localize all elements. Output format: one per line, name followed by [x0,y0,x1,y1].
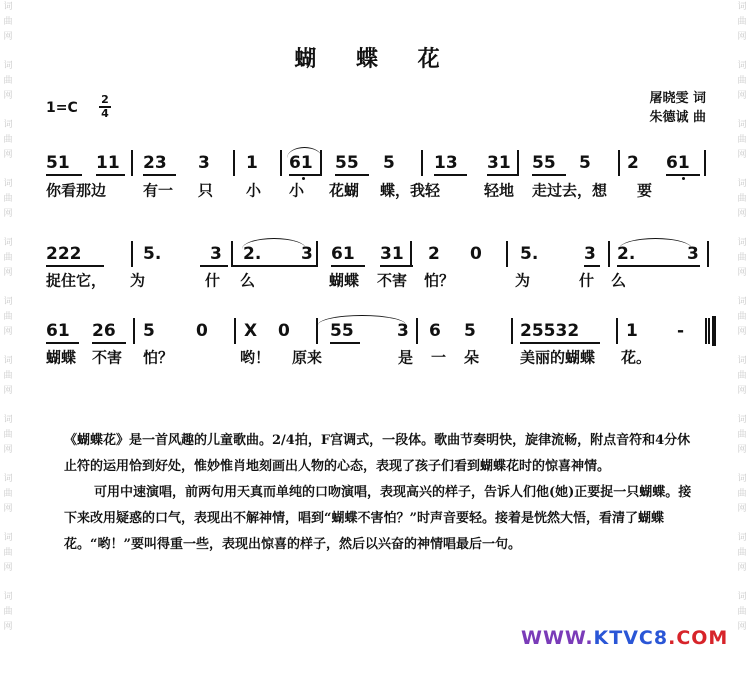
song-description [64,428,692,558]
note-group: 5. [520,244,539,264]
watermark-group [735,413,749,458]
beam-underline [231,265,316,267]
watermark-char: 词 [3,415,13,425]
note-group: 5 [143,321,155,341]
side-watermark-right [735,0,749,677]
bar-line [517,150,519,176]
watermark-char: 曲 [3,194,13,204]
final-barline [708,318,710,344]
lyric-word: 有一 [143,181,174,200]
watermark-char: 网 [3,504,13,514]
note-group: 26 [92,321,116,341]
watermark-char: 曲 [737,548,747,558]
note-group: 5 [383,153,395,173]
watermark-char: 曲 [737,135,747,145]
note-group: 3 [210,244,222,264]
watermark-group [1,354,15,399]
watermark-char: 网 [737,504,747,514]
watermark-char: 网 [737,150,747,160]
logo-tld: .COM [668,627,729,649]
bar-line [131,150,133,176]
slur-arc [242,238,306,249]
beam-underline [289,174,322,176]
lyric-word: 小 [289,181,305,200]
bar-line [616,318,618,344]
watermark-char: 词 [737,238,747,248]
time-signature-top: 2 [99,94,111,108]
bar-line [511,318,513,344]
note-group: 2. [617,244,636,264]
note-group: 2 [428,244,440,264]
watermark-char: 曲 [737,489,747,499]
watermark-char: 词 [737,297,747,307]
lyric-word: 美丽的蝴蝶 [520,348,596,367]
note-group: 11 [96,153,120,173]
bar-line [705,318,707,344]
note-group: 61 [289,153,313,173]
watermark-char: 网 [737,563,747,573]
note-group: 61 [666,153,690,173]
watermark-char: 网 [737,445,747,455]
credits [649,89,706,127]
watermark-char: 曲 [3,312,13,322]
lyric-word: 哟！ [240,348,271,367]
watermark-char: 曲 [737,607,747,617]
note-group: 5 [464,321,476,341]
bar-line [608,241,610,267]
watermark-char: 曲 [3,253,13,263]
site-logo [521,627,728,649]
watermark-char: 词 [737,415,747,425]
beam-underline [143,174,176,176]
note-group: 61 [46,321,70,341]
watermark-group [735,0,749,45]
watermark-char: 曲 [3,607,13,617]
watermark-group [735,531,749,576]
lyric-word: 怕？ [143,348,174,367]
bar-line [234,318,236,344]
lyric-word: 不害 [92,348,123,367]
watermark-group [1,413,15,458]
lyric-word: 捉住它， [46,271,107,290]
beam-underline [96,174,125,176]
watermark-char: 网 [3,268,13,278]
watermark-char: 词 [737,533,747,543]
note-group: 2 [627,153,639,173]
watermark-group [735,590,749,635]
bar-line [506,241,508,267]
watermark-group [1,295,15,340]
watermark-char: 曲 [3,17,13,27]
lyric-word: 蝶，我轻 [380,181,441,200]
watermark-char: 网 [3,622,13,632]
watermark-char: 网 [737,209,747,219]
bar-line [410,241,412,267]
beam-underline [617,265,700,267]
watermark-char: 词 [737,356,747,366]
watermark-char: 网 [737,268,747,278]
beam-underline [330,342,360,344]
logo-www: WWW. [521,627,594,649]
beam-underline [335,174,369,176]
note-group: 2. [243,244,262,264]
key-signature: 1=C [46,100,78,116]
beam-underline [46,265,104,267]
slur-arc [287,147,322,158]
note-group: 222 [46,244,82,264]
lyric-word: 蝴蝶 [329,271,360,290]
watermark-group [1,118,15,163]
note-group: - [677,321,685,341]
lyric-word: 什 [579,271,595,290]
bar-line [133,318,135,344]
bar-line [316,241,318,267]
watermark-group [735,118,749,163]
time-signature [99,94,111,120]
watermark-char: 曲 [3,76,13,86]
lyric-word: 什 [205,271,221,290]
note-group: 5 [579,153,591,173]
note-group: 3 [301,244,313,264]
watermark-char: 曲 [737,17,747,27]
watermark-char: 曲 [737,76,747,86]
bar-line [416,318,418,344]
watermark-char: 词 [3,61,13,71]
lyric-word: 原来 [292,348,323,367]
watermark-char: 词 [737,474,747,484]
watermark-char: 网 [3,386,13,396]
note-group: 0 [196,321,208,341]
watermark-char: 网 [3,327,13,337]
watermark-char: 词 [3,356,13,366]
watermark-char: 网 [737,32,747,42]
note-group: 31 [487,153,511,173]
lyric-word: 蝴蝶 [46,348,77,367]
note-group: 1 [626,321,638,341]
watermark-group [1,0,15,45]
note-group: 31 [380,244,404,264]
beam-underline [434,174,467,176]
watermark-char: 网 [3,563,13,573]
side-watermark-left [1,0,15,677]
watermark-char: 网 [3,32,13,42]
watermark-char: 曲 [3,371,13,381]
watermark-group [735,354,749,399]
note-group: 55 [335,153,359,173]
watermark-char: 词 [737,61,747,71]
bar-line [233,150,235,176]
watermark-char: 词 [3,297,13,307]
bar-line [316,318,318,344]
watermark-char: 网 [3,150,13,160]
bar-line [280,150,282,176]
watermark-char: 曲 [737,194,747,204]
watermark-char: 网 [737,327,747,337]
lyric-word: 为 [130,271,146,290]
note-group: 1 [246,153,258,173]
time-signature-bottom: 4 [101,107,109,120]
lyric-word: 为 [515,271,531,290]
description-paragraph-1: 《蝴蝶花》是一首风趣的儿童歌曲。2/4拍，F宫调式，一段体。歌曲节奏明快，旋律流畅，附点音符和4分休止符的运用恰到好处，惟妙惟肖地刻画出人物的心态，表现了孩子们看到蝴蝶花时的惊喜神情。 [64,433,691,474]
lyric-word: 只 [198,181,214,200]
watermark-char: 词 [737,592,747,602]
composer-credit: 朱德诚 曲 [649,110,706,125]
lyric-word: 么 [611,271,627,290]
beam-underline [200,265,228,267]
watermark-char: 词 [737,120,747,130]
bar-line [131,241,133,267]
watermark-char: 词 [3,179,13,189]
watermark-char: 网 [3,445,13,455]
lyric-word: 朵 [464,348,480,367]
lyric-word: 一 [431,348,447,367]
watermark-char: 曲 [3,489,13,499]
watermark-char: 词 [3,474,13,484]
beam-underline [46,342,79,344]
watermark-char: 词 [737,2,747,12]
note-group: 5. [143,244,162,264]
watermark-char: 词 [3,120,13,130]
watermark-char: 曲 [3,430,13,440]
watermark-char: 曲 [737,430,747,440]
beam-underline [331,265,365,267]
lyric-word: 花蝴 [329,181,360,200]
beam-underline [520,342,600,344]
beam-underline [666,174,700,176]
note-group: 25532 [520,321,580,341]
note-group: 3 [198,153,210,173]
watermark-group [1,177,15,222]
note-group: 3 [584,244,596,264]
beam-underline [92,342,126,344]
watermark-char: 网 [3,91,13,101]
watermark-char: 词 [3,238,13,248]
note-group: 6 [429,321,441,341]
lyric-word: 么 [240,271,256,290]
watermark-group [1,590,15,635]
watermark-char: 词 [3,533,13,543]
watermark-char: 词 [3,592,13,602]
watermark-group [735,295,749,340]
octave-dot [302,177,305,180]
note-group: 3 [687,244,699,264]
note-group: 55 [532,153,556,173]
note-group: 3 [397,321,409,341]
watermark-group [735,236,749,281]
watermark-char: 网 [737,622,747,632]
lyric-word: 走过去，想 [532,181,608,200]
beam-underline [487,174,519,176]
slur-arc [318,315,406,325]
bar-line [231,241,233,267]
watermark-group [1,236,15,281]
watermark-char: 曲 [737,312,747,322]
lyric-word: 你看那边 [46,181,107,200]
lyric-word: 花。 [621,348,652,367]
lyric-word: 要 [637,181,653,200]
watermark-group [1,531,15,576]
watermark-char: 词 [737,179,747,189]
slur-arc [619,238,692,249]
logo-brand: KTVC8 [593,627,669,649]
octave-dot [682,177,685,180]
watermark-group [735,177,749,222]
song-title: 蝴 蝶 花 [294,47,456,72]
lyricist-credit: 屠晓雯 词 [649,91,706,106]
note-group: 0 [470,244,482,264]
watermark-char: 曲 [737,371,747,381]
watermark-char: 词 [3,2,13,12]
note-group: 55 [330,321,354,341]
note-group: 0 [278,321,290,341]
note-group: 23 [143,153,167,173]
bar-line [707,241,709,267]
description-paragraph-2: 可用中速演唱，前两句用天真而单纯的口吻演唱，表现高兴的样子，告诉人们他(她)正要捉一只蝴蝶。接下来改用疑惑的口气，表现出不解神情，唱到“蝴蝶不害怕？”时声音要轻。接着是恍然大悟，看清了蝴蝶花。“哟！”要叫得重一些，表现出惊喜的样子，然后以兴奋的神情唱最后一句。 [64,485,692,552]
beam-underline [532,174,566,176]
watermark-char: 曲 [3,548,13,558]
note-group: X [244,321,258,341]
watermark-char: 网 [737,386,747,396]
lyric-word: 轻地 [484,181,515,200]
note-group: 51 [46,153,70,173]
watermark-group [1,472,15,517]
watermark-char: 曲 [737,253,747,263]
lyric-word: 不害 [377,271,408,290]
lyric-word: 怕？ [424,271,455,290]
lyric-word: 小 [246,181,262,200]
watermark-group [735,472,749,517]
lyric-word: 是 [398,348,414,367]
watermark-char: 曲 [3,135,13,145]
watermark-char: 网 [737,91,747,101]
bar-line [704,150,706,176]
bar-line [618,150,620,176]
note-group: 61 [331,244,355,264]
watermark-char: 网 [3,209,13,219]
note-group: 13 [434,153,458,173]
beam-underline [584,265,600,267]
beam-underline [380,265,413,267]
final-barline-thick [712,316,716,346]
bar-line [421,150,423,176]
beam-underline [46,174,82,176]
